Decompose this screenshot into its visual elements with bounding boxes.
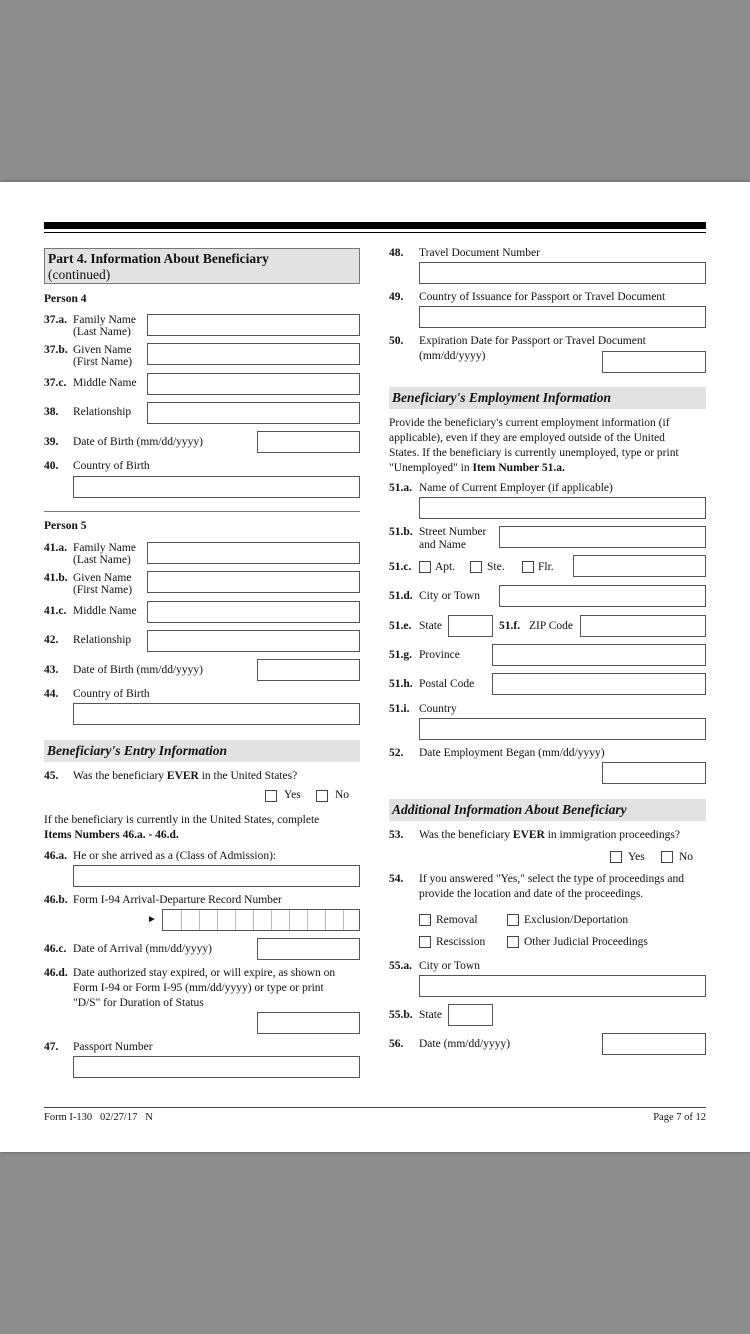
q45-no-label: No bbox=[335, 789, 350, 801]
q51f-label: ZIP Code bbox=[529, 620, 573, 632]
removal-label: Removal bbox=[436, 914, 478, 926]
q51a-number: 51.a. bbox=[389, 482, 412, 494]
other-judicial-checkbox[interactable] bbox=[507, 936, 519, 948]
q45-text-post: in the United States? bbox=[198, 770, 298, 782]
q42-number: 42. bbox=[44, 634, 59, 646]
rescission-checkbox[interactable] bbox=[419, 936, 431, 948]
person5-relationship-input[interactable] bbox=[147, 630, 360, 652]
person4-cob-input[interactable] bbox=[73, 476, 360, 498]
date-of-arrival-input[interactable] bbox=[257, 938, 360, 960]
footer-form-id: Form I-130 02/27/17 N bbox=[44, 1112, 153, 1123]
q53-text-pre: Was the beneficiary bbox=[419, 829, 513, 841]
q52-number: 52. bbox=[389, 747, 404, 759]
employer-unit-input[interactable] bbox=[573, 555, 706, 577]
q56-number: 56. bbox=[389, 1038, 404, 1050]
q38-label: Relationship bbox=[73, 406, 132, 418]
q45-number: 45. bbox=[44, 770, 59, 782]
exclusion-checkbox[interactable] bbox=[507, 914, 519, 926]
apt-checkbox[interactable] bbox=[419, 561, 431, 573]
q46b-number: 46.b. bbox=[44, 894, 68, 906]
q41b-label-2: (First Name) bbox=[73, 584, 133, 596]
q53-no-label: No bbox=[679, 851, 694, 863]
digit-divider bbox=[235, 910, 236, 930]
q45-yes-label: Yes bbox=[284, 789, 301, 801]
q51g-label: Province bbox=[419, 649, 460, 661]
person5-family-name-input[interactable] bbox=[147, 542, 360, 564]
q45-question bbox=[73, 769, 297, 783]
q46d-label-1: Date authorized stay expired, or will expire, as shown on bbox=[73, 967, 336, 979]
q46c-number: 46.c. bbox=[44, 943, 67, 955]
q45-no-checkbox[interactable] bbox=[316, 790, 328, 802]
q51e-number: 51.e. bbox=[389, 620, 412, 632]
top-thin-rule bbox=[44, 232, 706, 233]
q51b-number: 51.b. bbox=[389, 526, 413, 538]
ste-checkbox[interactable] bbox=[470, 561, 482, 573]
employment-intro-4-pre: "Unemployed" in bbox=[389, 462, 473, 474]
part4-subtitle: (continued) bbox=[48, 267, 111, 282]
q45-text-bold: EVER bbox=[166, 770, 199, 782]
employer-province-input[interactable] bbox=[492, 644, 706, 666]
entry-section-title: Beneficiary's Entry Information bbox=[47, 743, 228, 758]
employment-intro-3: States. If the beneficiary is currently unemployed, type or print bbox=[389, 447, 679, 459]
q53-text-bold: EVER bbox=[512, 829, 545, 841]
q38-number: 38. bbox=[44, 406, 59, 418]
q37b-number: 37.b. bbox=[44, 344, 68, 356]
employment-intro-4-bold: Item Number 51.a. bbox=[472, 462, 565, 474]
q51g-number: 51.g. bbox=[389, 649, 412, 661]
flr-label: Flr. bbox=[538, 561, 554, 573]
q50-label-2: (mm/dd/yyyy) bbox=[419, 350, 486, 362]
person4-middle-name-input[interactable] bbox=[147, 373, 360, 395]
proceedings-state-input[interactable] bbox=[448, 1004, 493, 1026]
q51d-label: City or Town bbox=[419, 590, 480, 602]
q53-number: 53. bbox=[389, 829, 404, 841]
entry-section-header bbox=[44, 740, 360, 762]
top-thick-rule bbox=[44, 222, 706, 229]
q41b-label-1: Given Name bbox=[73, 572, 132, 584]
q51f-number: 51.f. bbox=[499, 620, 521, 632]
q48-label: Travel Document Number bbox=[419, 247, 540, 259]
q51b-label-1: Street Number bbox=[419, 526, 487, 538]
person5-dob-input[interactable] bbox=[257, 659, 360, 681]
person4-dob-input[interactable] bbox=[257, 431, 360, 453]
part4-title: Part 4. Information About Beneficiary bbox=[48, 251, 269, 266]
i94-arrow-icon: ► bbox=[147, 914, 157, 925]
person5-middle-name-input[interactable] bbox=[147, 601, 360, 623]
q53-text-post: in immigration proceedings? bbox=[544, 829, 680, 841]
q52-label: Date Employment Began (mm/dd/yyyy) bbox=[419, 747, 605, 759]
person4-title: Person 4 bbox=[44, 293, 87, 305]
digit-divider bbox=[307, 910, 308, 930]
q53-yes-label: Yes bbox=[628, 851, 645, 863]
digit-divider bbox=[217, 910, 218, 930]
q50-label-1: Expiration Date for Passport or Travel Document bbox=[419, 335, 646, 347]
digit-divider bbox=[289, 910, 290, 930]
q55b-number: 55.b. bbox=[389, 1009, 413, 1021]
passport-expiration-input[interactable] bbox=[602, 351, 706, 373]
employment-section-header bbox=[389, 387, 706, 409]
q45-text-pre: Was the beneficiary bbox=[73, 770, 167, 782]
q51d-number: 51.d. bbox=[389, 590, 413, 602]
stay-expiry-input[interactable] bbox=[257, 1012, 360, 1034]
q46a-number: 46.a. bbox=[44, 850, 67, 862]
q46d-label-3: "D/S" for Duration of Status bbox=[73, 997, 204, 1009]
person5-given-name-input[interactable] bbox=[147, 571, 360, 593]
q47-label: Passport Number bbox=[73, 1041, 153, 1053]
q41c-number: 41.c. bbox=[44, 605, 67, 617]
q49-number: 49. bbox=[389, 291, 404, 303]
q44-label: Country of Birth bbox=[73, 688, 150, 700]
class-of-admission-input[interactable] bbox=[73, 865, 360, 887]
form-page bbox=[0, 182, 750, 1152]
removal-checkbox[interactable] bbox=[419, 914, 431, 926]
proceedings-date-input[interactable] bbox=[602, 1033, 706, 1055]
q53-no-checkbox[interactable] bbox=[661, 851, 673, 863]
employer-postal-code-input[interactable] bbox=[492, 673, 706, 695]
additional-section-title: Additional Information About Beneficiary bbox=[392, 802, 627, 817]
q46b-label: Form I-94 Arrival-Departure Record Number bbox=[73, 894, 282, 906]
employer-name-input[interactable] bbox=[419, 497, 706, 519]
employment-began-input[interactable] bbox=[602, 762, 706, 784]
q54-number: 54. bbox=[389, 873, 404, 885]
employment-section-title: Beneficiary's Employment Information bbox=[392, 390, 612, 405]
digit-divider bbox=[271, 910, 272, 930]
employer-country-input[interactable] bbox=[419, 718, 706, 740]
other-judicial-label: Other Judicial Proceedings bbox=[524, 936, 648, 948]
q46a-label: He or she arrived as a (Class of Admission): bbox=[73, 850, 277, 862]
exclusion-label: Exclusion/Deportation bbox=[524, 914, 629, 926]
q37c-label: Middle Name bbox=[73, 377, 137, 389]
flr-checkbox[interactable] bbox=[522, 561, 534, 573]
person5-title: Person 5 bbox=[44, 520, 87, 532]
q43-label: Date of Birth (mm/dd/yyyy) bbox=[73, 664, 203, 676]
employer-street-input[interactable] bbox=[499, 526, 706, 548]
q37b-label-1: Given Name bbox=[73, 344, 132, 356]
q40-label: Country of Birth bbox=[73, 460, 150, 472]
q47-number: 47. bbox=[44, 1041, 59, 1053]
apt-label: Apt. bbox=[435, 561, 456, 573]
person4-relationship-input[interactable] bbox=[147, 402, 360, 424]
employer-state-input[interactable] bbox=[448, 615, 493, 637]
q50-number: 50. bbox=[389, 335, 404, 347]
q42-label: Relationship bbox=[73, 634, 132, 646]
q51b-label-2: and Name bbox=[419, 539, 466, 551]
digit-divider bbox=[199, 910, 200, 930]
person4-given-name-input[interactable] bbox=[147, 343, 360, 365]
q41a-label-1: Family Name bbox=[73, 542, 136, 554]
q46c-label: Date of Arrival (mm/dd/yyyy) bbox=[73, 943, 212, 955]
digit-divider bbox=[343, 910, 344, 930]
q46d-label-2: Form I-94 or Form I-95 (mm/dd/yyyy) or type or print bbox=[73, 982, 324, 994]
q51i-number: 51.i. bbox=[389, 703, 410, 715]
q39-label: Date of Birth (mm/dd/yyyy) bbox=[73, 436, 203, 448]
entry-note-line2: Items Numbers 46.a. - 46.d. bbox=[44, 829, 179, 841]
q48-number: 48. bbox=[389, 247, 404, 259]
additional-section-header bbox=[389, 799, 706, 821]
q37a-label-1: Family Name bbox=[73, 314, 136, 326]
travel-document-number-input[interactable] bbox=[419, 262, 706, 284]
q55a-number: 55.a. bbox=[389, 960, 412, 972]
part4-header bbox=[44, 248, 360, 284]
employer-city-input[interactable] bbox=[499, 585, 706, 607]
passport-number-input[interactable] bbox=[73, 1056, 360, 1078]
employment-intro-2: applicable), even if they are employed outside of the United bbox=[389, 432, 665, 444]
person-divider bbox=[44, 511, 360, 512]
q37c-number: 37.c. bbox=[44, 377, 67, 389]
q44-number: 44. bbox=[44, 688, 59, 700]
q43-number: 43. bbox=[44, 664, 59, 676]
employer-zip-input[interactable] bbox=[580, 615, 706, 637]
q56-label: Date (mm/dd/yyyy) bbox=[419, 1038, 511, 1050]
q37a-label-2: (Last Name) bbox=[73, 326, 131, 338]
proceedings-city-input[interactable] bbox=[419, 975, 706, 997]
digit-divider bbox=[181, 910, 182, 930]
rescission-label: Rescission bbox=[436, 936, 486, 948]
q46d-number: 46.d. bbox=[44, 967, 68, 979]
q45-yes-checkbox[interactable] bbox=[265, 790, 277, 802]
q51h-number: 51.h. bbox=[389, 678, 413, 690]
digit-divider bbox=[325, 910, 326, 930]
employment-intro-4 bbox=[389, 461, 565, 475]
employment-intro-1: Provide the beneficiary's current employment information (if bbox=[389, 417, 670, 429]
q41c-label: Middle Name bbox=[73, 605, 137, 617]
q41a-label-2: (Last Name) bbox=[73, 554, 131, 566]
q51e-label: State bbox=[419, 620, 442, 632]
person5-cob-input[interactable] bbox=[73, 703, 360, 725]
q51a-label: Name of Current Employer (if applicable) bbox=[419, 482, 613, 494]
country-of-issuance-input[interactable] bbox=[419, 306, 706, 328]
q37a-number: 37.a. bbox=[44, 314, 67, 326]
footer-rule bbox=[44, 1107, 706, 1108]
q54-label-2: provide the location and date of the proceedings. bbox=[419, 888, 644, 900]
entry-note-line1: If the beneficiary is currently in the United States, complete bbox=[44, 814, 320, 826]
q55a-label: City or Town bbox=[419, 960, 480, 972]
q53-question bbox=[419, 828, 680, 842]
q55b-label: State bbox=[419, 1009, 442, 1021]
q39-number: 39. bbox=[44, 436, 59, 448]
q49-label: Country of Issuance for Passport or Travel Document bbox=[419, 291, 666, 303]
i94-number-input[interactable] bbox=[162, 909, 360, 931]
q51h-label: Postal Code bbox=[419, 678, 475, 690]
q51c-number: 51.c. bbox=[389, 561, 412, 573]
q51i-label: Country bbox=[419, 703, 457, 715]
q37b-label-2: (First Name) bbox=[73, 356, 133, 368]
q41b-number: 41.b. bbox=[44, 572, 68, 584]
q53-yes-checkbox[interactable] bbox=[610, 851, 622, 863]
q54-label-1: If you answered "Yes," select the type of proceedings and bbox=[419, 873, 684, 885]
ste-label: Ste. bbox=[487, 561, 505, 573]
person4-family-name-input[interactable] bbox=[147, 314, 360, 336]
q41a-number: 41.a. bbox=[44, 542, 67, 554]
footer-page-number: Page 7 of 12 bbox=[653, 1112, 706, 1123]
digit-divider bbox=[253, 910, 254, 930]
q40-number: 40. bbox=[44, 460, 59, 472]
